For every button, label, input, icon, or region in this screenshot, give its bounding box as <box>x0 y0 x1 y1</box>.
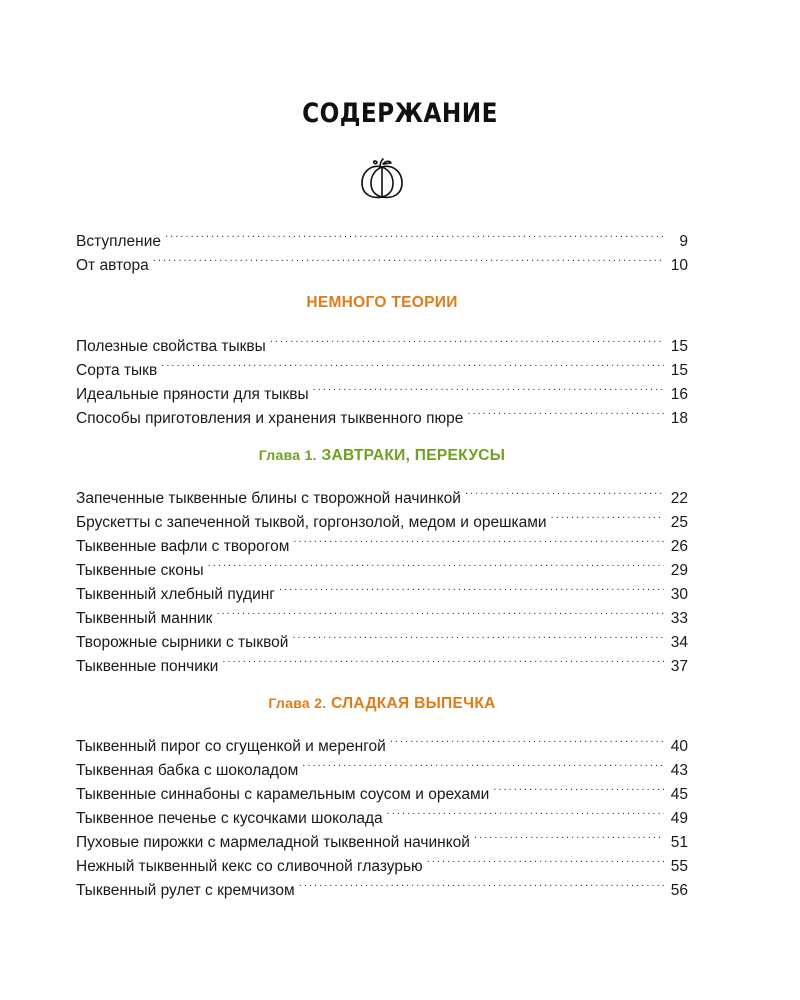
dot-leader <box>299 871 664 895</box>
dot-leader <box>465 479 664 503</box>
section-heading <box>76 291 688 315</box>
toc-entry-page: 30 <box>670 586 688 603</box>
toc-entry-title: Способы приготовления и хранения тыквенного пюре <box>76 410 464 427</box>
dot-leader <box>279 575 664 599</box>
toc-entry-page: 40 <box>670 738 688 755</box>
toc-entry-title: Тыквенные синнабоны с карамельным соусом и орехами <box>76 786 490 803</box>
toc-entry-title: Тыквенные пончики <box>76 658 219 675</box>
dot-leader <box>467 399 664 423</box>
toc-entry-page: 43 <box>670 762 688 779</box>
dot-leader <box>493 775 664 799</box>
dot-leader <box>208 551 664 575</box>
section-heading <box>76 443 688 467</box>
toc-section-theory <box>76 291 688 427</box>
toc-entry-page: 22 <box>670 490 688 507</box>
toc-entry-page: 15 <box>670 362 688 379</box>
toc-entry-title: Вступление <box>76 233 162 250</box>
section-title: СЛАДКАЯ ВЫПЕЧКА <box>331 695 496 712</box>
pumpkin-icon <box>357 156 407 202</box>
toc-entry-page: 45 <box>670 786 688 803</box>
toc-entry-page: 26 <box>670 538 688 555</box>
toc-entry-page: 56 <box>670 882 688 899</box>
dot-leader <box>222 647 664 671</box>
dot-leader <box>474 823 664 847</box>
dot-leader <box>165 222 664 246</box>
toc-entry-page: 29 <box>670 562 688 579</box>
toc-entry[interactable] <box>76 246 688 274</box>
toc-entry-title: Идеальные пряности для тыквы <box>76 386 309 403</box>
toc-entry-page: 25 <box>670 514 688 531</box>
toc-section-chapter-1 <box>76 443 688 675</box>
toc-entry-title: Тыквенные вафли с творогом <box>76 538 290 555</box>
toc-entry[interactable] <box>76 375 688 403</box>
section-title: НЕМНОГО ТЕОРИИ <box>306 294 458 311</box>
dot-leader <box>427 847 664 871</box>
toc-entry-page: 55 <box>670 858 688 875</box>
toc-entry-title: Творожные сырники с тыквой <box>76 634 289 651</box>
toc-entry-page: 33 <box>670 610 688 627</box>
section-title: ЗАВТРАКИ, ПЕРЕКУСЫ <box>321 447 506 464</box>
toc-entry-page: 49 <box>670 810 688 827</box>
toc-entry-title: От автора <box>76 257 149 274</box>
toc-entry-page: 9 <box>679 233 688 250</box>
toc-entry-page: 15 <box>670 338 688 355</box>
toc-entry-title: Тыквенный хлебный пудинг <box>76 586 275 603</box>
dot-leader <box>270 327 664 351</box>
dot-leader <box>153 246 664 270</box>
toc-entry-title: Сорта тыкв <box>76 362 158 379</box>
toc-entry-title: Тыквенные сконы <box>76 562 204 579</box>
toc-entry-page: 37 <box>670 658 688 675</box>
page-title: СОДЕРЖАНИЕ <box>302 98 498 129</box>
toc-entry-page: 16 <box>670 386 688 403</box>
toc-entry[interactable] <box>76 351 688 379</box>
toc-entry-page: 18 <box>670 410 688 427</box>
toc-intro <box>76 222 688 274</box>
toc-entry-title: Брускетты с запеченной тыквой, горгонзолой, медом и орешками <box>76 514 547 531</box>
toc-entry[interactable] <box>76 727 688 755</box>
dot-leader <box>313 375 664 399</box>
toc-entry[interactable] <box>76 222 688 250</box>
toc-entry-title: Тыквенный рулет с кремчизом <box>76 882 295 899</box>
toc-entry-title: Тыквенная бабка с шоколадом <box>76 762 299 779</box>
chapter-number: Глава 1. <box>258 447 317 463</box>
dot-leader <box>216 599 664 623</box>
toc-entry-page: 34 <box>670 634 688 651</box>
toc-entry[interactable] <box>76 327 688 355</box>
toc-entry-title: Тыквенный манник <box>76 610 213 627</box>
toc-entry[interactable] <box>76 479 688 507</box>
section-heading <box>76 691 688 715</box>
toc-entry-page: 10 <box>670 257 688 274</box>
dot-leader <box>302 751 664 775</box>
toc-entry-title: Нежный тыквенный кекс со сливочной глазурью <box>76 858 423 875</box>
toc-entry-title: Запеченные тыквенные блины с творожной начинкой <box>76 490 461 507</box>
dot-leader <box>292 623 664 647</box>
dot-leader <box>161 351 664 375</box>
dot-leader <box>387 799 664 823</box>
dot-leader <box>293 527 664 551</box>
toc-entry-title: Пуховые пирожки с мармеладной тыквенной начинкой <box>76 834 470 851</box>
toc-entry-page: 51 <box>670 834 688 851</box>
dot-leader <box>551 503 664 527</box>
toc-entry-title: Тыквенное печенье с кусочками шоколада <box>76 810 383 827</box>
toc-section-chapter-2 <box>76 691 688 899</box>
toc-entry-title: Полезные свойства тыквы <box>76 338 266 355</box>
dot-leader <box>390 727 664 751</box>
chapter-number: Глава 2. <box>268 695 327 711</box>
toc-entry-title: Тыквенный пирог со сгущенкой и меренгой <box>76 738 386 755</box>
